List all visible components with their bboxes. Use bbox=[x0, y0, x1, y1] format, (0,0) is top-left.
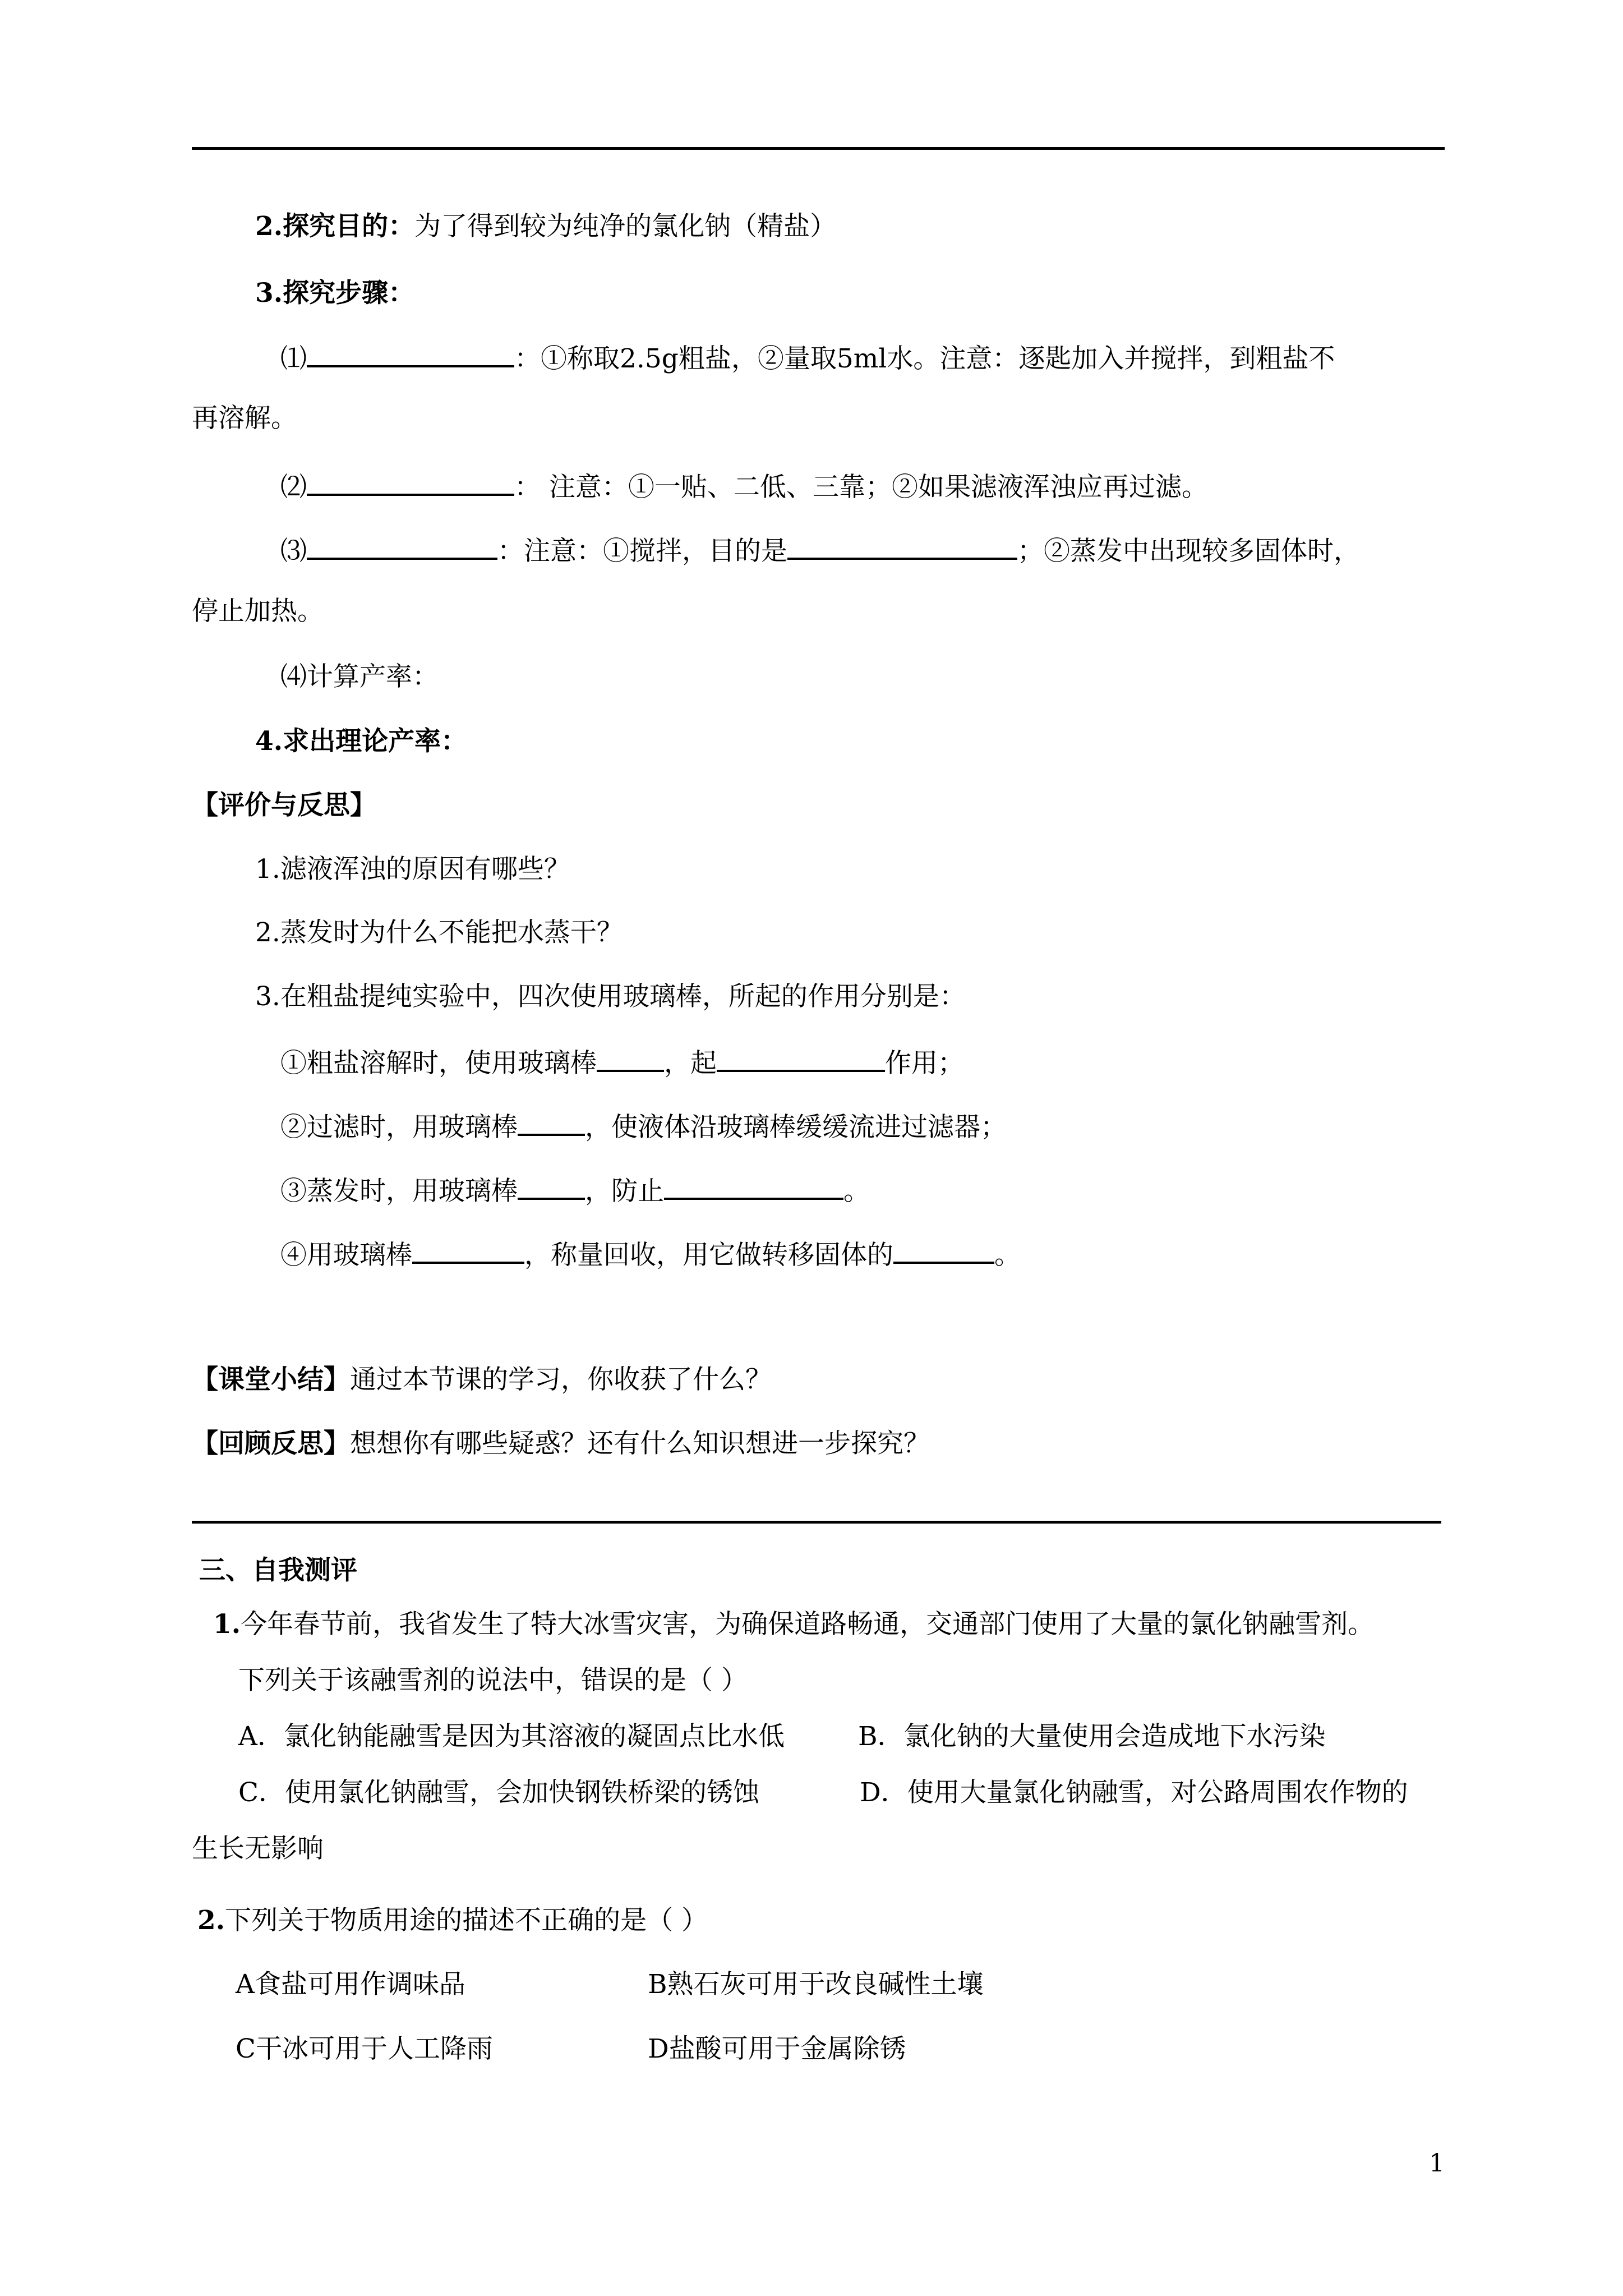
top-rule bbox=[192, 147, 1445, 150]
glass-rod-use-4 bbox=[280, 1236, 1021, 1272]
step-2 bbox=[280, 468, 1208, 504]
review-heading: 【回顾反思】 bbox=[192, 1428, 350, 1459]
glass-rod-use-1 bbox=[280, 1044, 964, 1080]
evaluation-question-2: 2.蒸发时为什么不能把水蒸干？ bbox=[255, 917, 623, 948]
glass-rod-use-3-text-c: 。 bbox=[843, 1176, 870, 1207]
step-4-text: 计算产率： bbox=[307, 661, 439, 692]
purpose-label: 2.探究目的： bbox=[255, 211, 415, 242]
yield-label: 4.求出理论产率： bbox=[255, 726, 468, 757]
self-test-question-1-option-d-continued: 生长无影响 bbox=[192, 1833, 324, 1864]
step-4 bbox=[280, 660, 439, 694]
glass-rod-use-4-blank-1[interactable] bbox=[412, 1236, 524, 1264]
self-test-question-2-option-c: C干冰可用于人工降雨 bbox=[236, 2033, 493, 2064]
steps-label: 3.探究步骤： bbox=[255, 278, 415, 309]
self-test-question-1-option-c: C．使用氯化钠融雪，会加快钢铁桥梁的锈蚀 bbox=[238, 1777, 759, 1808]
self-test-question-2-option-b: B熟石灰可用于改良碱性土壤 bbox=[648, 1969, 984, 2000]
step-3-continued: 停止加热。 bbox=[192, 596, 324, 627]
self-test-question-2-number: 2. bbox=[197, 1905, 225, 1936]
self-test-question-2-option-a: A食盐可用作调味品 bbox=[236, 1969, 465, 2000]
step-2-number: ⑵ bbox=[280, 472, 307, 503]
step-3-text-a: ：注意：①搅拌，目的是 bbox=[497, 536, 787, 567]
glass-rod-use-4-blank-2[interactable] bbox=[893, 1236, 994, 1264]
step-1-blank[interactable] bbox=[307, 339, 514, 367]
glass-rod-use-2 bbox=[280, 1108, 1007, 1144]
glass-rod-use-3 bbox=[280, 1172, 870, 1208]
review-line bbox=[192, 1427, 930, 1461]
glass-rod-use-2-text-b: ，使液体沿玻璃棒缓缓流进过滤器； bbox=[585, 1112, 1007, 1143]
glass-rod-use-3-text-a: ③蒸发时，用玻璃棒 bbox=[280, 1176, 518, 1207]
self-test-question-1-text-2: 下列关于该融雪剂的说法中，错误的是（ ） bbox=[238, 1665, 748, 1696]
step-3-number: ⑶ bbox=[280, 536, 307, 567]
glass-rod-use-3-text-b: ，防止 bbox=[585, 1176, 664, 1207]
self-test-question-1-option-b: B．氯化钠的大量使用会造成地下水污染 bbox=[858, 1721, 1326, 1752]
glass-rod-use-1-blank-2[interactable] bbox=[717, 1044, 885, 1072]
glass-rod-use-3-blank-2[interactable] bbox=[664, 1172, 843, 1200]
step-1 bbox=[280, 339, 1335, 376]
self-test-question-2 bbox=[197, 1904, 708, 1938]
self-test-question-2-option-d: D盐酸可用于金属除锈 bbox=[648, 2033, 906, 2064]
evaluation-question-1: 1.滤液浑浊的原因有哪些？ bbox=[255, 854, 570, 885]
step-2-blank[interactable] bbox=[307, 468, 514, 496]
step-1-continued: 再溶解。 bbox=[192, 403, 297, 434]
glass-rod-use-3-blank-1[interactable] bbox=[518, 1172, 585, 1200]
step-4-number: ⑷ bbox=[280, 661, 307, 692]
glass-rod-use-4-text-a: ④用玻璃棒 bbox=[280, 1240, 412, 1271]
self-test-question-1-number: 1. bbox=[213, 1609, 241, 1640]
purpose-text: 为了得到较为纯净的氯化钠（精盐） bbox=[414, 211, 837, 242]
self-test-question-2-text: 下列关于物质用途的描述不正确的是（ ） bbox=[225, 1905, 708, 1936]
self-test-question-1 bbox=[213, 1608, 1374, 1641]
evaluation-question-3: 3.在粗盐提纯实验中，四次使用玻璃棒，所起的作用分别是： bbox=[255, 981, 966, 1012]
glass-rod-use-2-blank[interactable] bbox=[518, 1108, 585, 1136]
step-1-number: ⑴ bbox=[280, 343, 307, 374]
step-3 bbox=[280, 532, 1360, 568]
glass-rod-use-1-text-c: 作用； bbox=[885, 1048, 964, 1079]
step-3-blank-2[interactable] bbox=[787, 532, 1017, 560]
self-test-question-1-option-a: A．氯化钠能融雪是因为其溶液的凝固点比水低 bbox=[238, 1721, 785, 1752]
glass-rod-use-1-text-b: ，起 bbox=[664, 1048, 717, 1079]
step-3-text-b: ；②蒸发中出现较多固体时， bbox=[1017, 536, 1360, 567]
glass-rod-use-4-text-b: ，称量回收，用它做转移固体的 bbox=[524, 1240, 893, 1271]
step-1-text: ：①称取2.5g粗盐，②量取5ml水。注意：逐匙加入并搅拌，到粗盐不 bbox=[514, 343, 1335, 374]
summary-text: 通过本节课的学习，你收获了什么？ bbox=[350, 1364, 772, 1395]
self-test-heading: 三、自我测评 bbox=[199, 1555, 357, 1586]
review-text: 想想你有哪些疑惑？还有什么知识想进一步探究？ bbox=[350, 1428, 930, 1459]
purpose-line bbox=[255, 210, 836, 243]
page-number: 1 bbox=[1429, 2149, 1445, 2178]
section-rule bbox=[192, 1521, 1441, 1524]
self-test-question-1-option-d: D．使用大量氯化钠融雪，对公路周围农作物的 bbox=[860, 1777, 1408, 1808]
evaluation-heading: 【评价与反思】 bbox=[192, 790, 376, 821]
glass-rod-use-1-blank-1[interactable] bbox=[597, 1044, 664, 1072]
step-2-text: ： 注意：①一贴、二低、三靠；②如果滤液浑浊应再过滤。 bbox=[514, 472, 1208, 503]
summary-heading: 【课堂小结】 bbox=[192, 1364, 350, 1395]
summary-line bbox=[192, 1363, 772, 1397]
glass-rod-use-2-text-a: ②过滤时，用玻璃棒 bbox=[280, 1112, 518, 1143]
glass-rod-use-1-text-a: ①粗盐溶解时，使用玻璃棒 bbox=[280, 1048, 597, 1079]
glass-rod-use-4-text-c: 。 bbox=[994, 1240, 1021, 1271]
self-test-question-1-text: 今年春节前，我省发生了特大冰雪灾害，为确保道路畅通，交通部门使用了大量的氯化钠融雪剂。 bbox=[241, 1609, 1375, 1640]
step-3-blank-1[interactable] bbox=[307, 532, 497, 560]
